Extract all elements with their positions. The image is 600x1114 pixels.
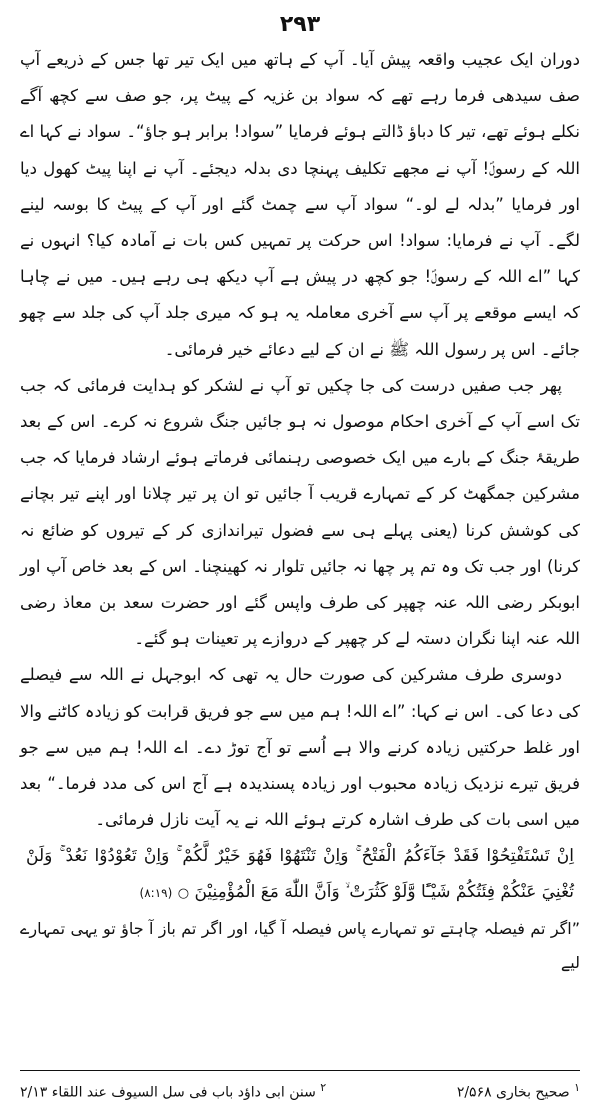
verse-translation: ”اگر تم فیصلہ چاہتے تو تمہارے پاس فیصلہ آ گیا، اور اگر تم باز آ جاؤ تو یہی تمہارے لیے	[20, 919, 580, 973]
page-number: ۲۹۳	[279, 12, 321, 37]
footnote-2	[20, 1075, 326, 1106]
ayah-end-icon: ○	[177, 886, 190, 902]
footnote-2-text: سنن ابی داؤد باب فی سل السیوف عند اللقاء ۲/۱۳	[20, 1085, 316, 1101]
footnote-1-text: صحیح بخاری ۲/۵۶۸	[456, 1085, 570, 1101]
footnote-2-mark: ۲	[320, 1081, 327, 1095]
paragraph-abu-jahl-prayer: دوسری طرف مشرکین کی صورت حال یہ تھی کہ ابوجہل نے اللہ سے فیصلے کی دعا کی۔ اس نے کہا: ”اے اللہ! ہم میں سے جو فریق قرابت کو زیادہ کاٹنے والا اور غلط حرکتیں زیادہ کرنے والا ہے اُسے تو آج توڑ دے۔ اے اللہ! ہم میں سے جو فریق تیرے نزدیک زیادہ محبوب اور زیادہ پسندیدہ ہے آج اس کی مدد فرما۔“ بعد میں اسی بات کی طرف اشارہ کرتے ہوئے اللہ نے یہ آیت نازل فرمائی۔	[20, 665, 580, 830]
footnote-1-mark: ۱	[574, 1081, 580, 1095]
verse-reference: (۸:۱۹)	[139, 886, 173, 901]
footnotes	[20, 1070, 580, 1106]
quran-verse	[20, 838, 580, 912]
paragraph-sawad-incident: دوران ایک عجیب واقعہ پیش آیا۔ آپ کے ہاتھ میں ایک تیر تھا جس کے ذریعے آپ صف سیدھی فرما رہے تھے کہ سواد بن غزیہ کے پیٹ پر، جو صف سے کچھ آگے نکلے ہوئے تھے، تیر کا دباؤ ڈالتے ہوئے فرمایا ”سواد! برابر ہو جاؤ“۔ سواد نے کہا اے اللہ کے رسولؐ! آپ نے مجھے تکلیف پہنچا دی بدلہ دیجئے۔ آپ نے اپنا پیٹ کھول دیا اور فرمایا ”بدلہ لے لو۔“ سواد آپ سے چمٹ گئے اور آپ کے پیٹ کا بوسہ لینے لگے۔ آپ نے فرمایا: سواد! اس حرکت پر تمہیں کس بات نے آمادہ کیا؟ انہوں نے کہا ”اے اللہ کے رسولؐ! جو کچھ در پیش ہے آپ دیکھ ہی رہے ہیں۔ میں نے چاہا کہ ایسے موقعے پر آپ سے آخری معاملہ یہ ہو کہ میری جلد آپ کی جلد سے چھو جائے۔ اس پر رسول اللہ ﷺ نے ان کے لیے دعائے خیر فرمائی۔	[20, 50, 580, 359]
paragraph-battle-instructions: پھر جب صفیں درست کی جا چکیں تو آپ نے لشکر کو ہدایت فرمائی کہ جب تک اسے آپ کے آخری احکام موصول نہ ہو جائیں جنگ شروع نہ کرے۔ اس کے بعد طریقۂ جنگ کے بارے میں ایک خصوصی رہنمائی فرماتے ہوئے ارشاد فرمایا کہ جب مشرکین جمگھٹ کر کے تمہارے قریب آ جائیں تو ان پر تیر چلانا اور اپنے تیر بچانے کی کوشش کرنا (یعنی پہلے ہی سے فضول تیراندازی کر کے تیروں کو ضائع نہ کرنا) اور جب تک وہ تم پر چھا نہ جائیں تلوار نہ کھینچنا۔ اس کے بعد خاص آپ اور ابوبکر رضی اللہ عنہ چھپر کی طرف واپس گئے اور حضرت سعد بن معاذ رضی اللہ عنہ اپنا نگران دستہ لے کر چھپر کے دروازے پر تعینات ہو گئے۔	[20, 375, 580, 649]
verse-text: اِنْ تَسْتَفْتِحُوْا فَقَدْ جَآءَكُمُ الْفَتْحُ ۚ وَاِنْ تَنْتَهُوْا فَهُوَ خَيْرٌ لَّكُمْ ۚ وَاِنْ تَعُوْدُوْا نَعُدْ ۚ وَلَنْ تُغْنِيَ عَنْكُمْ فِئَتُكُمْ شَيْـًٔا وَّلَوْ كَثُرَتْ ۙ وَاَنَّ اللّٰهَ مَعَ الْمُؤْمِنِيْنَ	[26, 846, 574, 903]
footnote-1	[457, 1075, 580, 1106]
